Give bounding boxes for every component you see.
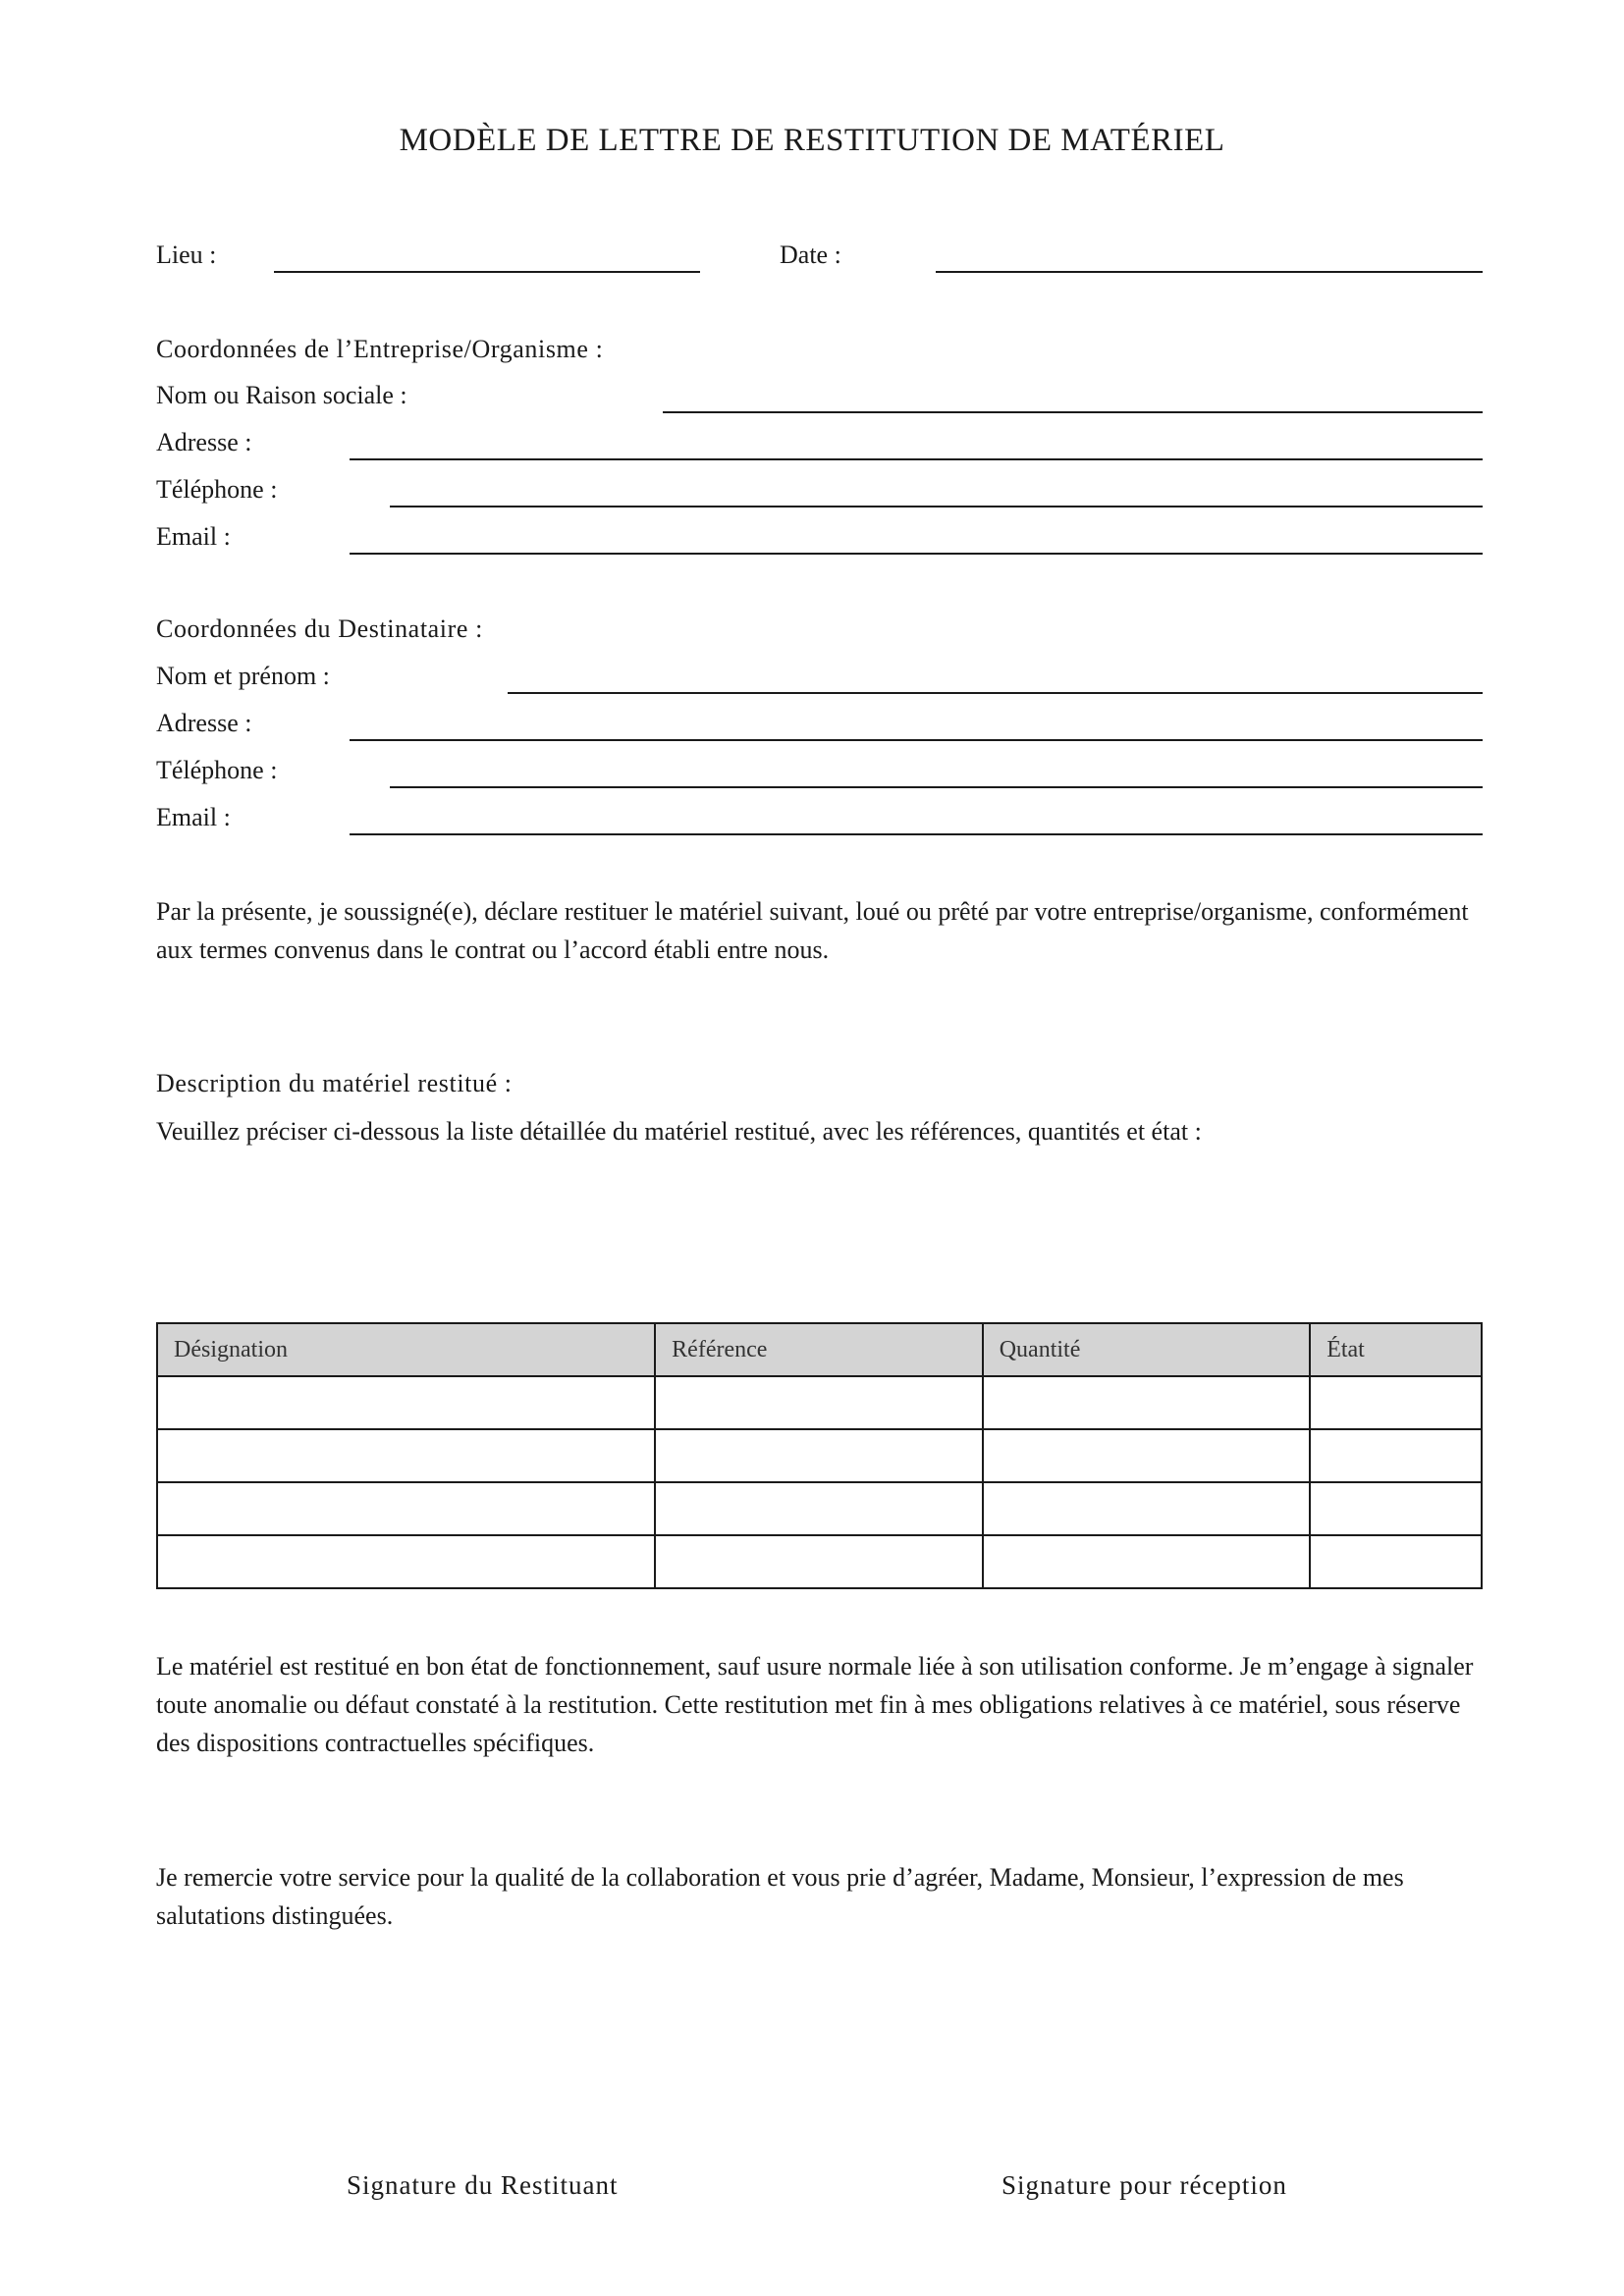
entreprise-telephone-field[interactable] [390,506,1483,507]
entreprise-adresse-label: Adresse : [156,428,252,456]
table-cell[interactable] [157,1429,655,1482]
date-field[interactable] [936,271,1483,273]
destinataire-adresse-field[interactable] [350,739,1483,741]
column-etat: État [1310,1323,1482,1376]
table-cell[interactable] [157,1482,655,1535]
entreprise-nom-field[interactable] [663,411,1483,413]
entreprise-heading: Coordonnées de l’Entreprise/Organisme : [156,335,604,363]
entreprise-email-field[interactable] [350,553,1483,555]
table-row [157,1376,1482,1429]
table-row [157,1482,1482,1535]
column-reference: Référence [655,1323,983,1376]
table-cell[interactable] [157,1535,655,1588]
materiel-table [156,1322,1483,1589]
table-cell[interactable] [983,1535,1311,1588]
entreprise-adresse-field[interactable] [350,458,1483,460]
table-row [157,1429,1482,1482]
destinataire-telephone-field[interactable] [390,786,1483,788]
table-row [157,1535,1482,1588]
declaration-paragraph: Par la présente, je soussigné(e), déclare restituer le matériel suivant, loué ou prêté par votre entreprise/organisme, conformément aux termes convenus dans le contrat ou l’accord établi entre nous. [156,897,1469,964]
description-instruction: Veuillez préciser ci-dessous la liste détaillée du matériel restitué, avec les références, quantités et état : [156,1117,1202,1146]
destinataire-heading: Coordonnées du Destinataire : [156,614,483,643]
table-cell[interactable] [1310,1535,1482,1588]
destinataire-telephone-label: Téléphone : [156,756,278,784]
table-cell[interactable] [655,1429,983,1482]
table-cell[interactable] [655,1376,983,1429]
entreprise-telephone-label: Téléphone : [156,475,278,504]
lieu-field[interactable] [274,271,700,273]
column-designation: Désignation [157,1323,655,1376]
table-cell[interactable] [655,1482,983,1535]
page-title: MODÈLE DE LETTRE DE RESTITUTION DE MATÉRIEL [399,123,1225,158]
column-quantite: Quantité [983,1323,1311,1376]
destinataire-nom-field[interactable] [508,692,1483,694]
destinataire-email-field[interactable] [350,833,1483,835]
table-cell[interactable] [983,1482,1311,1535]
entreprise-nom-label: Nom ou Raison sociale : [156,381,407,409]
table-cell[interactable] [1310,1429,1482,1482]
table-cell[interactable] [157,1376,655,1429]
lieu-label: Lieu : [156,240,217,269]
table-cell[interactable] [983,1429,1311,1482]
table-cell[interactable] [983,1376,1311,1429]
signature-reception-label: Signature pour réception [1001,2170,1287,2200]
table-cell[interactable] [1310,1376,1482,1429]
destinataire-adresse-label: Adresse : [156,709,252,737]
condition-paragraph: Le matériel est restitué en bon état de fonctionnement, sauf usure normale liée à son utilisation conforme. Je m’engage à signaler toute anomalie ou défaut constaté à la restitution. Cette restitution met fin à mes obligations relatives à ce matériel, sous réserve des dispositions contractuelles spécifiques. [156,1652,1474,1757]
date-label: Date : [780,240,841,269]
entreprise-email-label: Email : [156,522,231,551]
table-cell[interactable] [1310,1482,1482,1535]
table-header-row [157,1323,1482,1376]
closing-paragraph: Je remercie votre service pour la qualité de la collaboration et vous prie d’agréer, Madame, Monsieur, l’expression de mes salutations distinguées. [156,1863,1404,1930]
table-cell[interactable] [655,1535,983,1588]
destinataire-email-label: Email : [156,803,231,831]
signature-restituant-label: Signature du Restituant [347,2170,619,2200]
description-heading: Description du matériel restitué : [156,1069,513,1097]
destinataire-nom-label: Nom et prénom : [156,662,330,690]
